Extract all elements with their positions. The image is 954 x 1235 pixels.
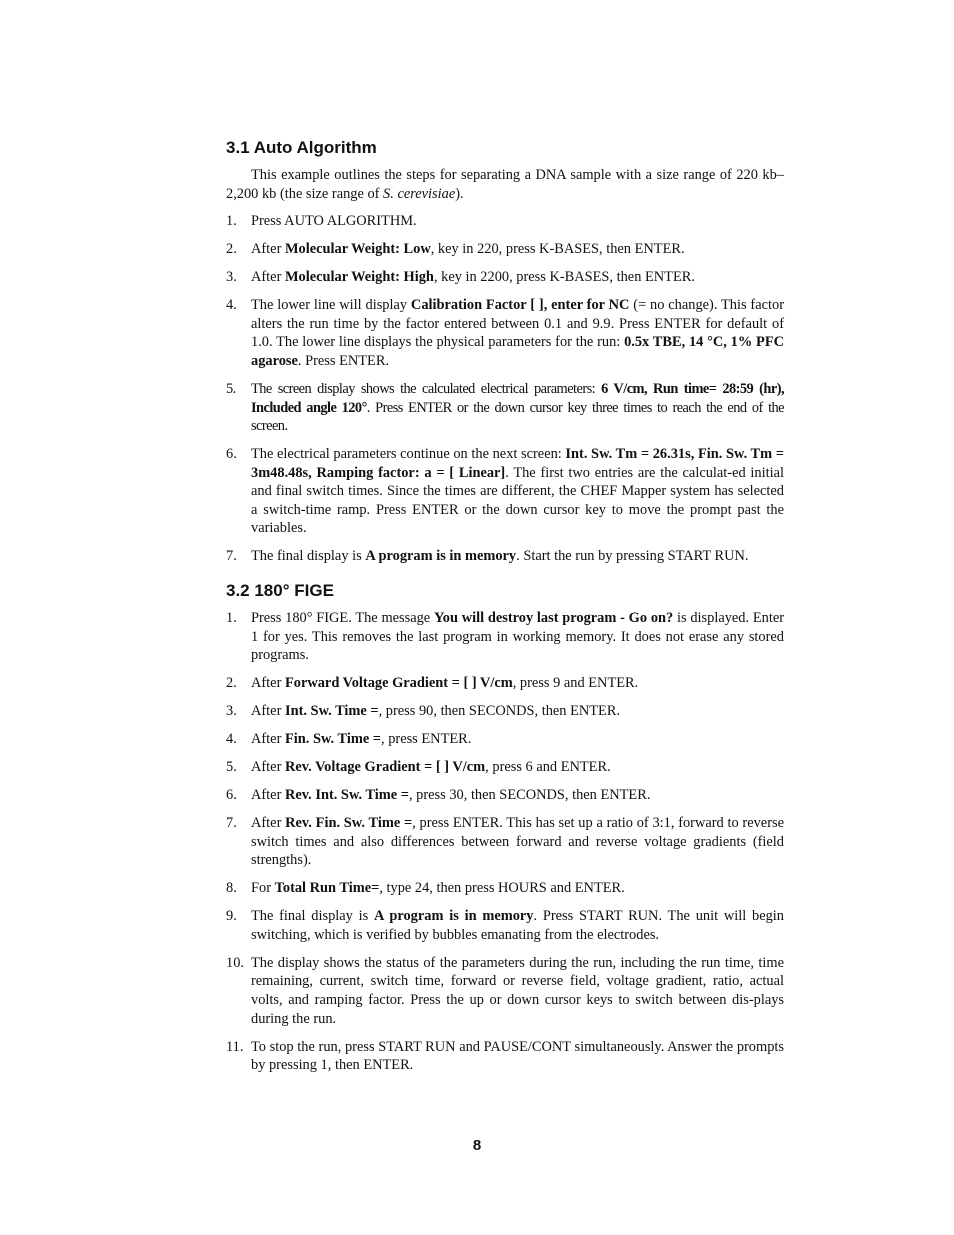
step-bold: Molecular Weight: High — [284, 269, 434, 286]
step-bold: Calibration Factor [ ], enter for NC — [410, 297, 630, 314]
section-heading-auto-algorithm: 3.1 Auto Algorithm — [226, 138, 377, 157]
step-bold: A program is in memory — [373, 908, 534, 925]
list-item — [226, 380, 784, 436]
step-number: 11. — [226, 1038, 244, 1055]
step-text: , press ENTER. — [381, 731, 472, 748]
step-bold: Int. Sw. Time = — [284, 703, 379, 720]
species-name: S. cerevisiae — [383, 185, 456, 202]
page-number: 8 — [472, 1137, 482, 1154]
list-item — [226, 1038, 784, 1075]
step-bold: Rev. Voltage Gradient = [ ] V/cm — [284, 759, 486, 776]
list-item — [226, 879, 784, 898]
step-text: , key in 220, press K-BASES, then ENTER. — [430, 241, 685, 258]
step-text: To stop the run, press START RUN and PAUSE/CONT simultaneously. Answer the prompts by pressing 1, then ENTER. — [251, 1038, 784, 1074]
fige-steps — [226, 609, 784, 1075]
list-item — [226, 212, 784, 231]
list-item — [226, 547, 784, 566]
step-text: After — [251, 241, 285, 258]
list-item — [226, 758, 784, 777]
step-text: . The first two entries are the calculat-ed initial and final switch times. Since the times are different, the CHEF Mapper system has selected a switch-time ramp. Press ENTER or the down cursor key to move the prompt past the variables. — [251, 464, 785, 537]
step-text: The electrical parameters continue on the next screen: — [251, 446, 566, 463]
list-item — [226, 240, 784, 259]
list-item — [226, 609, 784, 665]
list-item — [226, 702, 784, 721]
step-bold: You will destroy last program - Go on? — [433, 610, 674, 627]
page-content — [226, 137, 784, 1084]
step-bold: A program is in memory — [365, 548, 517, 565]
step-text: The screen display shows the calculated electrical parameters: — [251, 380, 602, 397]
step-bold: Int. Sw. Tm = 26.31s, Fin. Sw. Tm = 3m48.48s, Ramping factor: a = [ Linear] — [251, 446, 784, 481]
step-number: 8. — [226, 880, 237, 897]
step-text: , press ENTER. This has set up a ratio of 3:1, forward to reverse switch times and also differences between forward and reverse voltage gradients (field strengths). — [251, 815, 784, 869]
step-text: , press 6 and ENTER. — [485, 759, 611, 776]
list-item — [226, 445, 784, 538]
step-text: , press 30, then SECONDS, then ENTER. — [408, 787, 651, 804]
step-text: , key in 2200, press K-BASES, then ENTER. — [433, 269, 695, 286]
step-text: After — [251, 815, 286, 832]
step-text: , press 9 and ENTER. — [512, 675, 639, 692]
intro-text: This example outlines the steps for separating a DNA sample with a size range of 220 kb–2,200 kb (the size range of — [226, 167, 784, 202]
step-number: 5. — [226, 380, 236, 397]
step-text: is displayed. Enter 1 for yes. This removes the last program in working memory. It does not erase any stored programs. — [251, 610, 785, 664]
list-item — [226, 786, 784, 805]
step-text: The lower line will display — [251, 297, 411, 314]
step-number: 3. — [226, 269, 237, 286]
list-item — [226, 268, 784, 287]
list-item — [226, 674, 784, 693]
list-item — [226, 907, 784, 944]
step-number: 1. — [226, 610, 237, 627]
step-text: . Press START RUN. The unit will begin switching, which is verified by bubbles emanating from the electrodes. — [251, 908, 784, 943]
list-item — [226, 296, 784, 370]
intro-text-end: ). — [455, 185, 464, 202]
intro-paragraph — [226, 166, 784, 203]
step-number: 10. — [226, 954, 244, 971]
step-bold: Forward Voltage Gradient = [ ] V/cm — [284, 675, 513, 692]
step-number: 4. — [226, 731, 237, 748]
step-text: After — [251, 759, 285, 776]
list-item — [226, 730, 784, 749]
step-bold: 0.5x TBE, 14 °C, 1% PFC agarose — [251, 334, 784, 369]
step-number: 2. — [226, 675, 237, 692]
step-number: 7. — [226, 815, 237, 832]
auto-algorithm-steps — [226, 212, 784, 566]
step-number: 6. — [226, 787, 237, 804]
step-number: 3. — [226, 703, 237, 720]
step-text: . Press ENTER. — [297, 352, 390, 369]
step-text: . Start the run by pressing START RUN. — [516, 548, 749, 565]
step-text: , type 24, then press HOURS and ENTER. — [379, 880, 625, 897]
step-text: After — [251, 703, 285, 720]
step-text: . Press ENTER or the down cursor key three times to reach the end of the screen. — [251, 399, 784, 435]
step-text: For — [251, 880, 275, 897]
step-number: 6. — [226, 446, 237, 463]
step-text: After — [251, 787, 285, 804]
step-bold: Molecular Weight: Low — [284, 241, 431, 258]
step-number: 4. — [226, 297, 237, 314]
list-item — [226, 814, 784, 870]
step-text: After — [251, 269, 285, 286]
step-bold: Rev. Fin. Sw. Time = — [285, 815, 413, 832]
list-item — [226, 954, 784, 1028]
step-number: 9. — [226, 908, 237, 925]
step-number: 5. — [226, 759, 237, 776]
step-number: 2. — [226, 241, 237, 258]
step-number: 1. — [226, 213, 237, 230]
step-text: The final display is — [251, 908, 374, 925]
step-text: Press 180° FIGE. The message — [251, 610, 434, 627]
step-bold: Fin. Sw. Time = — [284, 731, 382, 748]
step-bold: Total Run Time= — [274, 880, 380, 897]
step-text: (= no change). This factor alters the run time by the factor entered between 0.1 and 9.9. Press ENTER for default of 1.0. The lower line displays the physical parameters for the run: — [251, 297, 784, 351]
step-text: Press AUTO ALGORITHM. — [251, 213, 417, 230]
step-text: The final display is — [251, 548, 366, 565]
step-bold: 6 V/cm, Run time= 28:59 (hr), Included angle 120° — [251, 380, 784, 416]
step-number: 7. — [226, 548, 237, 565]
section-heading-180-fige: 3.2 180° FIGE — [226, 581, 334, 601]
step-text: The display shows the status of the parameters during the run, including the run time, time remaining, current, switch time, forward or reverse field, voltage gradient, ratio, actual volts, and ramping factor. Press the up or down cursor keys to switch between dis-plays during the run. — [251, 954, 784, 1027]
step-text: , press 90, then SECONDS, then ENTER. — [378, 703, 621, 720]
step-text: After — [251, 675, 285, 692]
step-text: After — [251, 731, 285, 748]
step-bold: Rev. Int. Sw. Time = — [284, 787, 409, 804]
